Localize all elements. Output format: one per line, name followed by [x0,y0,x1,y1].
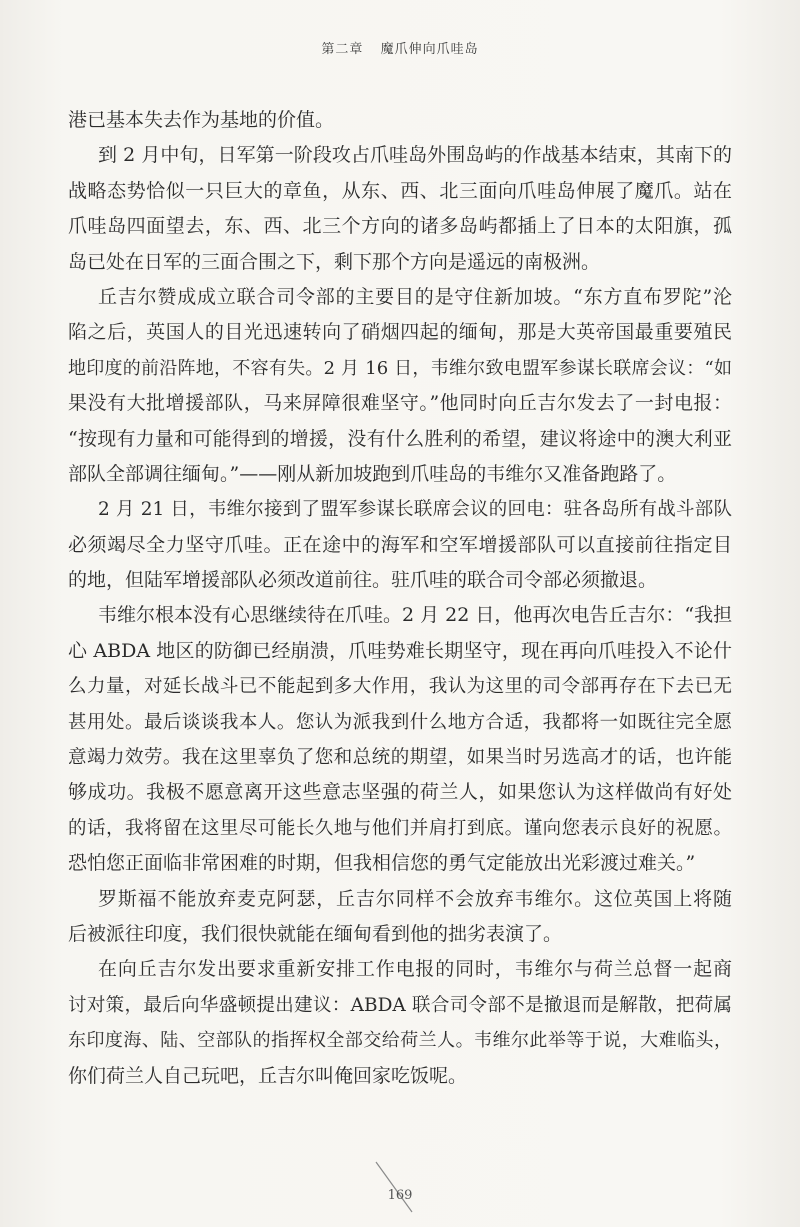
text-line: 你们荷兰人自己玩吧，丘吉尔叫俺回家吃饭呢。 [68,1064,468,1087]
text-line: 罗斯福不能放弃麦克阿瑟，丘吉尔同样不会放弃韦维尔。这位英国上将随 [98,887,732,910]
chapter-number: 第二章 [321,42,364,57]
text-line: 岛已处在日军的三面合围之下，剩下那个方向是遥远的南极洲。 [68,250,601,273]
text-line: 2 月 21 日，韦维尔接到了盟军参谋长联席会议的回电：驻各岛所有战斗部队 [98,499,732,521]
text-line: “按现有力量和可能得到的增援，没有什么胜利的希望，建议将途中的澳大利亚 [68,427,732,450]
text-line: 心 ABDA 地区的防御已经崩溃，爪哇势难长期坚守，现在再向爪哇投入不论什 [68,639,732,662]
text-line: 讨对策，最后向华盛顿提出建议：ABDA 联合司令部不是撤退而是解散，把荷属 [68,994,732,1016]
text-line: 甚用处。最后谈谈我本人。您认为派我到什么地方合适，我都将一如既往完全愿 [68,711,732,733]
text-line: 够成功。我极不愿意离开这些意志坚强的荷兰人，如果您认为这样做尚有好处 [68,781,732,804]
text-line: 的话，我将留在这里尽可能长久地与他们并肩打到底。谨向您表示良好的祝愿。 [68,817,732,839]
text-line: 陷之后，英国人的目光迅速转向了硝烟四起的缅甸，那是大英帝国最重要殖民 [68,321,732,344]
page-crease-mark [372,1160,416,1214]
running-head [0,38,800,57]
text-line: 后被派往印度，我们很快就能在缅甸看到他的拙劣表演了。 [68,922,563,945]
page-number: 169 [387,1188,413,1203]
text-line: 意竭力效劳。我在这里辜负了您和总统的期望，如果当时另选高才的话，也许能 [68,747,732,769]
text-line: 到 2 月中旬，日军第一阶段攻占爪哇岛外围岛屿的作战基本结束，其南下的 [98,144,732,167]
text-line: 韦维尔根本没有心思继续待在爪哇。2 月 22 日，他再次电告丘吉尔：“我担 [98,604,732,627]
text-line: 爪哇岛四面望去，东、西、北三个方向的诸多岛屿都插上了日本的太阳旗，孤 [68,215,732,238]
chapter-title: 魔爪伸向爪哇岛 [380,42,479,57]
body-text [68,103,732,1094]
text-line: 么力量，对延长战斗已不能起到多大作用，我认为这里的司令部再存在下去已无 [68,676,732,698]
text-line: 丘吉尔赞成成立联合司令部的主要目的是守住新加坡。“东方直布罗陀”沦 [98,285,732,308]
text-line: 东印度海、陆、空部队的指挥权全部交给荷兰人。韦维尔此举等于说，大难临头， [68,1030,732,1052]
text-line: 果没有大批增援部队，马来屏障很难坚守。”他同时向丘吉尔发去了一封电报： [68,392,732,415]
text-line: 战略态势恰似一只巨大的章鱼，从东、西、北三面向爪哇岛伸展了魔爪。站在 [68,179,732,202]
text-line: 恐怕您正面临非常困难的时期，但我相信您的勇气定能放出光彩渡过难关。” [68,852,696,875]
text-line: 的地，但陆军增援部队必须改道前往。驻爪哇的联合司令部必须撤退。 [68,569,658,592]
text-line: 在向丘吉尔发出要求重新安排工作电报的同时，韦维尔与荷兰总督一起商 [98,958,732,981]
text-line: 部队全部调往缅甸。”——刚从新加坡跑到爪哇岛的韦维尔又准备跑路了。 [68,462,677,485]
text-line: 地印度的前沿阵地，不容有失。2 月 16 日，韦维尔致电盟军参谋长联席会议：“如 [68,357,732,379]
text-line: 港已基本失去作为基地的价值。 [68,109,335,131]
text-line: 必须竭尽全力坚守爪哇。正在途中的海军和空军增援部队可以直接前往指定目 [68,533,732,556]
